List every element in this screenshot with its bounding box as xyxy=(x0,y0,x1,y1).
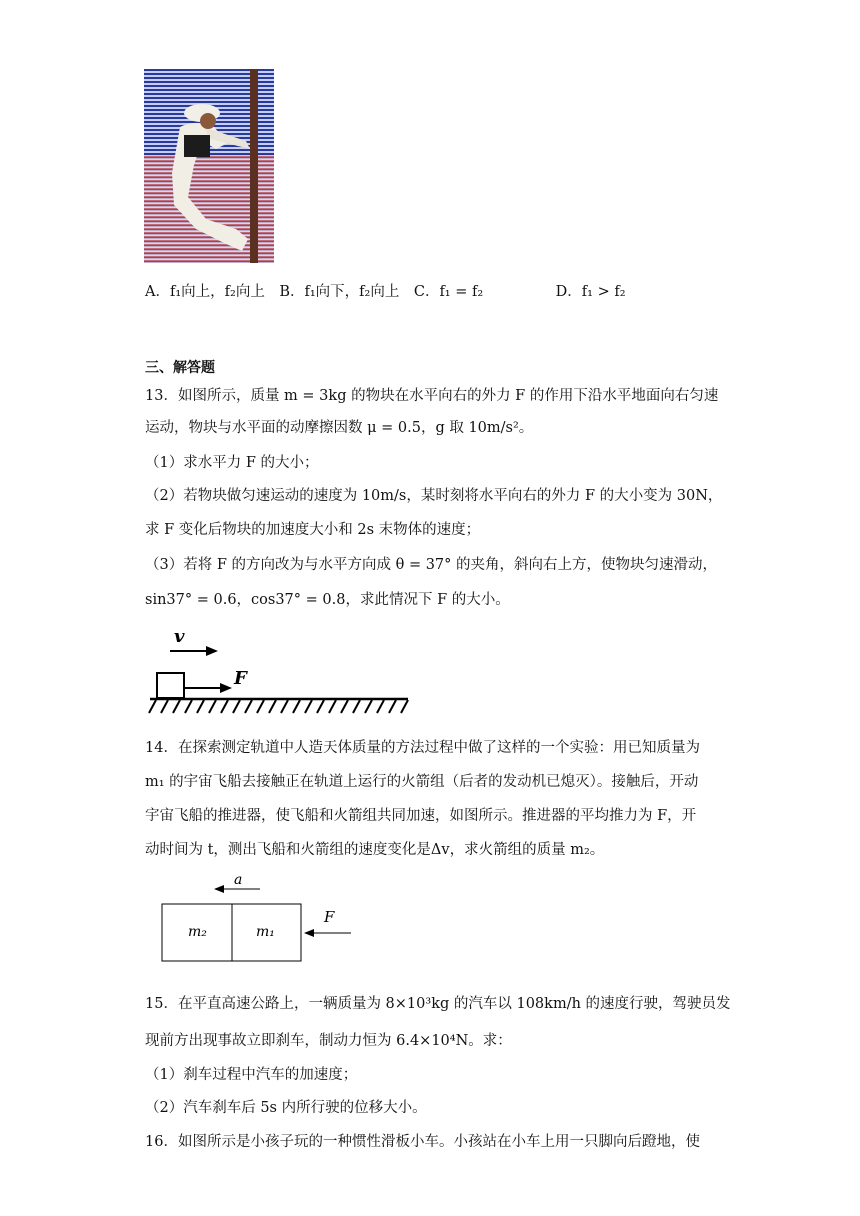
q13-line-2: 运动，物块与水平面的动摩擦因数 μ = 0.5，g 取 10m/s²。 xyxy=(145,420,534,436)
q13-line-1: 13．如图所示，质量 m = 3kg 的物块在水平向右的外力 F 的作用下沿水平地面向右匀速 xyxy=(145,388,719,404)
m2-label: m₂ xyxy=(188,924,207,940)
q13-line-5: 求 F 变化后物块的加速度大小和 2s 末物体的速度； xyxy=(145,522,481,538)
acceleration-label: a xyxy=(234,872,243,888)
force-label: F xyxy=(234,668,247,689)
q14-line-3: 宇宙飞船的推进器，使飞船和火箭组共同加速，如图所示。推进器的平均推力为 F，开 xyxy=(145,808,697,824)
q15-line-2: 现前方出现事故立即刹车，制动力恒为 6.4×10⁴N。求： xyxy=(145,1033,512,1049)
q13-figure xyxy=(148,622,412,720)
velocity-label: v xyxy=(174,626,185,647)
q14-figure xyxy=(158,870,358,966)
q13-line-4: （2）若物块做匀速运动的速度为 10m/s，某时刻将水平向右的外力 F 的大小变为 30N， xyxy=(145,488,723,504)
climber-figure xyxy=(144,69,274,263)
q13-line-6: （3）若将 F 的方向改为与水平方向成 θ = 37° 的夹角，斜向右上方，使物块匀速滑动， xyxy=(145,557,718,573)
q15-line-1: 15．在平直高速公路上，一辆质量为 8×10³kg 的汽车以 108km/h 的速度行驶，驾驶员发 xyxy=(145,996,731,1012)
q16-line-1: 16．如图所示是小孩子玩的一种惯性滑板小车。小孩站在小车上用一只脚向后蹬地，使 xyxy=(145,1134,700,1150)
q15-line-3: （1）刹车过程中汽车的加速度； xyxy=(145,1067,358,1083)
q14-line-2: m₁ 的宇宙飞船去接触正在轨道上运行的火箭组（后者的发动机已熄灭）。接触后，开动 xyxy=(145,774,699,790)
answer-options: A．f₁向上，f₂向上 B．f₁向下，f₂向上 C．f₁ = f₂ D．f₁ > f₂ xyxy=(145,284,626,300)
q14-line-1: 14．在探索测定轨道中人造天体质量的方法过程中做了这样的一个实验：用已知质量为 xyxy=(145,740,700,756)
m1-label: m₁ xyxy=(256,924,275,940)
q14-line-4: 动时间为 t，测出飞船和火箭组的速度变化是Δv，求火箭组的质量 m₂。 xyxy=(145,842,605,858)
q13-line-3: （1）求水平力 F 的大小； xyxy=(145,455,319,471)
q13-line-7: sin37° = 0.6，cos37° = 0.8，求此情况下 F 的大小。 xyxy=(145,592,510,608)
pole xyxy=(250,69,258,263)
block xyxy=(157,673,184,698)
ground-hatching xyxy=(149,700,408,713)
q15-line-4: （2）汽车刹车后 5s 内所行驶的位移大小。 xyxy=(145,1100,427,1116)
thrust-label: F xyxy=(324,908,335,926)
section-title: 三、解答题 xyxy=(145,360,215,376)
climber-photo xyxy=(144,69,274,263)
